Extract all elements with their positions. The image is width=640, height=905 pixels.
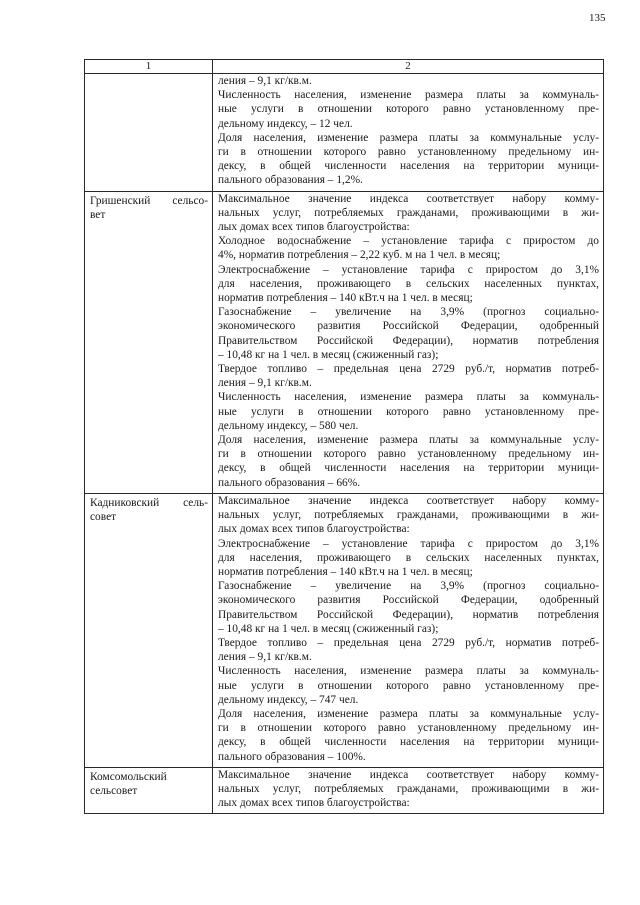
- text-line: Правительством Российской Федерации), норматив потребления: [218, 608, 599, 621]
- data-table: [84, 59, 604, 814]
- text-line: Холодное водоснабжение – установление тарифа с приростом до: [218, 235, 599, 248]
- text-line: Доля населения, изменение размера платы за коммунальные услу-: [218, 434, 599, 447]
- municipality-name-cell: [85, 74, 213, 192]
- text-line: дексу, в общей численности населения на территории муници-: [218, 462, 599, 475]
- municipality-name-cell: [85, 767, 213, 814]
- text-line: нальных услуг, потребляемых гражданами, проживающими в жи-: [218, 782, 599, 795]
- text-line: Максимальное значение индекса соответствует набору комму-: [218, 768, 599, 781]
- description-paragraph: [218, 192, 599, 235]
- text-line: ления – 9,1 кг/кв.м.: [218, 75, 312, 87]
- description-paragraph: [218, 74, 599, 88]
- text-line: – 10,48 кг на 1 чел. в месяц (сжиженный газ);: [218, 348, 439, 361]
- text-line: Численность населения, изменение размера платы за коммуналь-: [218, 665, 599, 678]
- text-line: лых домах всех типов благоустройства:: [218, 221, 410, 234]
- municipality-name-line: вет: [90, 208, 106, 221]
- text-line: для населения, проживающего в сельских населенных пунктах,: [218, 277, 599, 290]
- text-line: лых домах всех типов благоустройства:: [218, 797, 410, 810]
- text-line: ные услуги в отношении которого равно установленному пре-: [218, 405, 599, 418]
- description-cell: [213, 191, 604, 493]
- text-line: Твердое топливо – предельная цена 2729 руб./т, норматив потреб-: [218, 363, 599, 376]
- text-line: нальных услуг, потребляемых гражданами, проживающими в жи-: [218, 206, 599, 219]
- text-line: 4%, норматив потребления – 2,22 куб. м на 1 чел. в месяц;: [218, 249, 501, 262]
- municipality-name-line: Кадниковский сель-: [90, 496, 208, 509]
- text-line: норматив потребления – 140 кВт.ч на 1 чел. в месяц;: [218, 292, 473, 305]
- text-line: экономического развития Российской Федерации, одобренный: [218, 320, 599, 333]
- text-line: для населения, проживающего в сельских населенных пунктах,: [218, 551, 599, 564]
- table-row: [85, 191, 604, 493]
- municipality-name-cell: [85, 493, 213, 767]
- text-line: ги в отношении которого равно установленному предельному ин-: [218, 448, 599, 461]
- text-line: Доля населения, изменение размера платы за коммунальные услу-: [218, 131, 599, 144]
- text-line: Электроснабжение – установление тарифа с приростом до 3,1%: [218, 537, 599, 550]
- page-number: 135: [589, 12, 606, 24]
- description-paragraph: [218, 390, 599, 433]
- column-header-2: 2: [213, 60, 604, 74]
- description-paragraph: [218, 664, 599, 707]
- description-paragraph: [218, 433, 599, 490]
- table-row: [85, 493, 604, 767]
- text-line: дексу, в общей численности населения на территории муници-: [218, 736, 599, 749]
- description-paragraph: [218, 494, 599, 537]
- description-cell: [213, 767, 604, 814]
- text-line: ные услуги в отношении которого равно установленному пре-: [218, 679, 599, 692]
- text-line: Электроснабжение – установление тарифа с приростом до 3,1%: [218, 263, 599, 276]
- description-paragraph: [218, 707, 599, 764]
- description-paragraph: [218, 362, 599, 390]
- municipality-name-line: Гришенский сельсо-: [90, 194, 208, 207]
- text-line: Численность населения, изменение размера платы за коммуналь-: [218, 89, 599, 102]
- text-line: Правительством Российской Федерации), норматив потребления: [218, 334, 599, 347]
- description-paragraph: [218, 88, 599, 131]
- text-line: пального образования – 100%.: [218, 750, 366, 763]
- description-paragraph: [218, 579, 599, 636]
- text-line: Максимальное значение индекса соответствует набору комму-: [218, 494, 599, 507]
- text-line: пального образования – 1,2%.: [218, 174, 363, 187]
- text-line: экономического развития Российской Федерации, одобренный: [218, 594, 599, 607]
- municipality-name-line: Комсомольский: [90, 770, 167, 783]
- description-paragraph: [218, 636, 599, 664]
- column-header-1: 1: [85, 60, 213, 74]
- text-line: нальных услуг, потребляемых гражданами, проживающими в жи-: [218, 509, 599, 522]
- text-line: дельному индексу, – 580 чел.: [218, 419, 359, 432]
- municipality-name-cell: [85, 191, 213, 493]
- description-paragraph: [218, 263, 599, 306]
- text-line: ги в отношении которого равно установленному предельному ин-: [218, 722, 599, 735]
- text-line: ления – 9,1 кг/кв.м.: [218, 377, 312, 390]
- text-line: – 10,48 кг на 1 чел. в месяц (сжиженный газ);: [218, 622, 439, 635]
- table-row: [85, 767, 604, 814]
- text-line: дельному индексу, – 747 чел.: [218, 693, 359, 706]
- text-line: Газоснабжение – увеличение на 3,9% (прогноз социально-: [218, 306, 599, 319]
- text-line: ные услуги в отношении которого равно установленному пре-: [218, 103, 599, 116]
- text-line: Численность населения, изменение размера платы за коммуналь-: [218, 391, 599, 404]
- description-paragraph: [218, 768, 599, 811]
- table-header-row: [85, 60, 604, 74]
- text-line: дексу, в общей численности населения на территории муници-: [218, 160, 599, 173]
- text-line: дельному индексу, – 12 чел.: [218, 117, 353, 130]
- description-paragraph: [218, 131, 599, 188]
- description-cell: [213, 493, 604, 767]
- description-paragraph: [218, 537, 599, 580]
- description-cell: [213, 74, 604, 192]
- description-paragraph: [218, 234, 599, 262]
- text-line: пального образования – 66%.: [218, 476, 361, 489]
- text-line: ги в отношении которого равно установленному предельному ин-: [218, 146, 599, 159]
- text-line: Максимальное значение индекса соответствует набору комму-: [218, 192, 599, 205]
- description-paragraph: [218, 305, 599, 362]
- table-row: [85, 74, 604, 192]
- text-line: Газоснабжение – увеличение на 3,9% (прогноз социально-: [218, 580, 599, 593]
- text-line: норматив потребления – 140 кВт.ч на 1 чел. в месяц;: [218, 565, 473, 578]
- municipality-name-line: сельсовет: [90, 784, 138, 797]
- text-line: Доля населения, изменение размера платы за коммунальные услу-: [218, 707, 599, 720]
- text-line: лых домах всех типов благоустройства:: [218, 523, 410, 536]
- text-line: Твердое топливо – предельная цена 2729 руб./т, норматив потреб-: [218, 636, 599, 649]
- table-body: [85, 74, 604, 814]
- text-line: ления – 9,1 кг/кв.м.: [218, 651, 312, 664]
- municipality-name-line: совет: [90, 511, 117, 524]
